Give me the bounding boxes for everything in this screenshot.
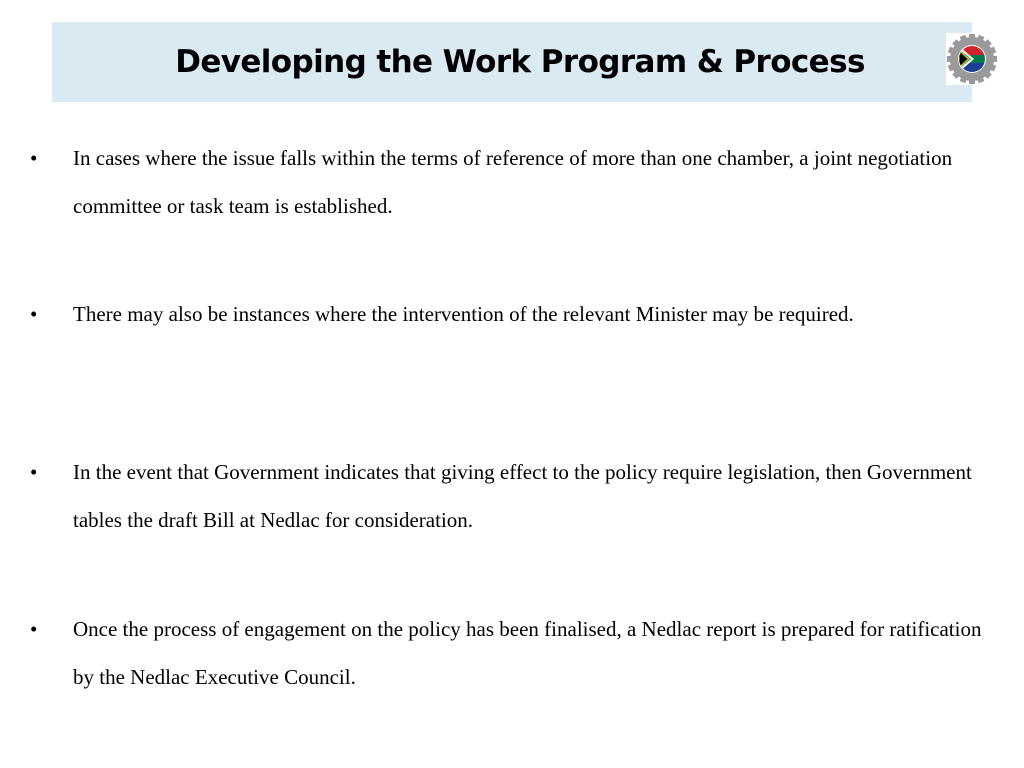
title-bar	[52, 22, 972, 102]
bullet-dot-icon: •	[30, 617, 38, 641]
bullet-dot-icon: •	[30, 146, 38, 170]
nedlac-logo-icon	[946, 33, 998, 85]
bullet-text: There may also be instances where the intervention of the relevant Minister may be required.	[73, 302, 854, 326]
bullet-text: In the event that Government indicates that giving effect to the policy require legislation, then Government tables the draft Bill at Nedlac for consideration.	[73, 460, 972, 532]
bullet-dot-icon: •	[30, 460, 38, 484]
bullet-text: Once the process of engagement on the policy has been finalised, a Nedlac report is prepared for ratification by the Nedlac Executive Council.	[73, 617, 982, 689]
slide-title: Developing the Work Program & Process	[175, 44, 865, 80]
bullet-text: In cases where the issue falls within the terms of reference of more than one chamber, a joint negotiation committee or task team is established.	[73, 146, 953, 218]
bullet-dot-icon: •	[30, 302, 38, 326]
